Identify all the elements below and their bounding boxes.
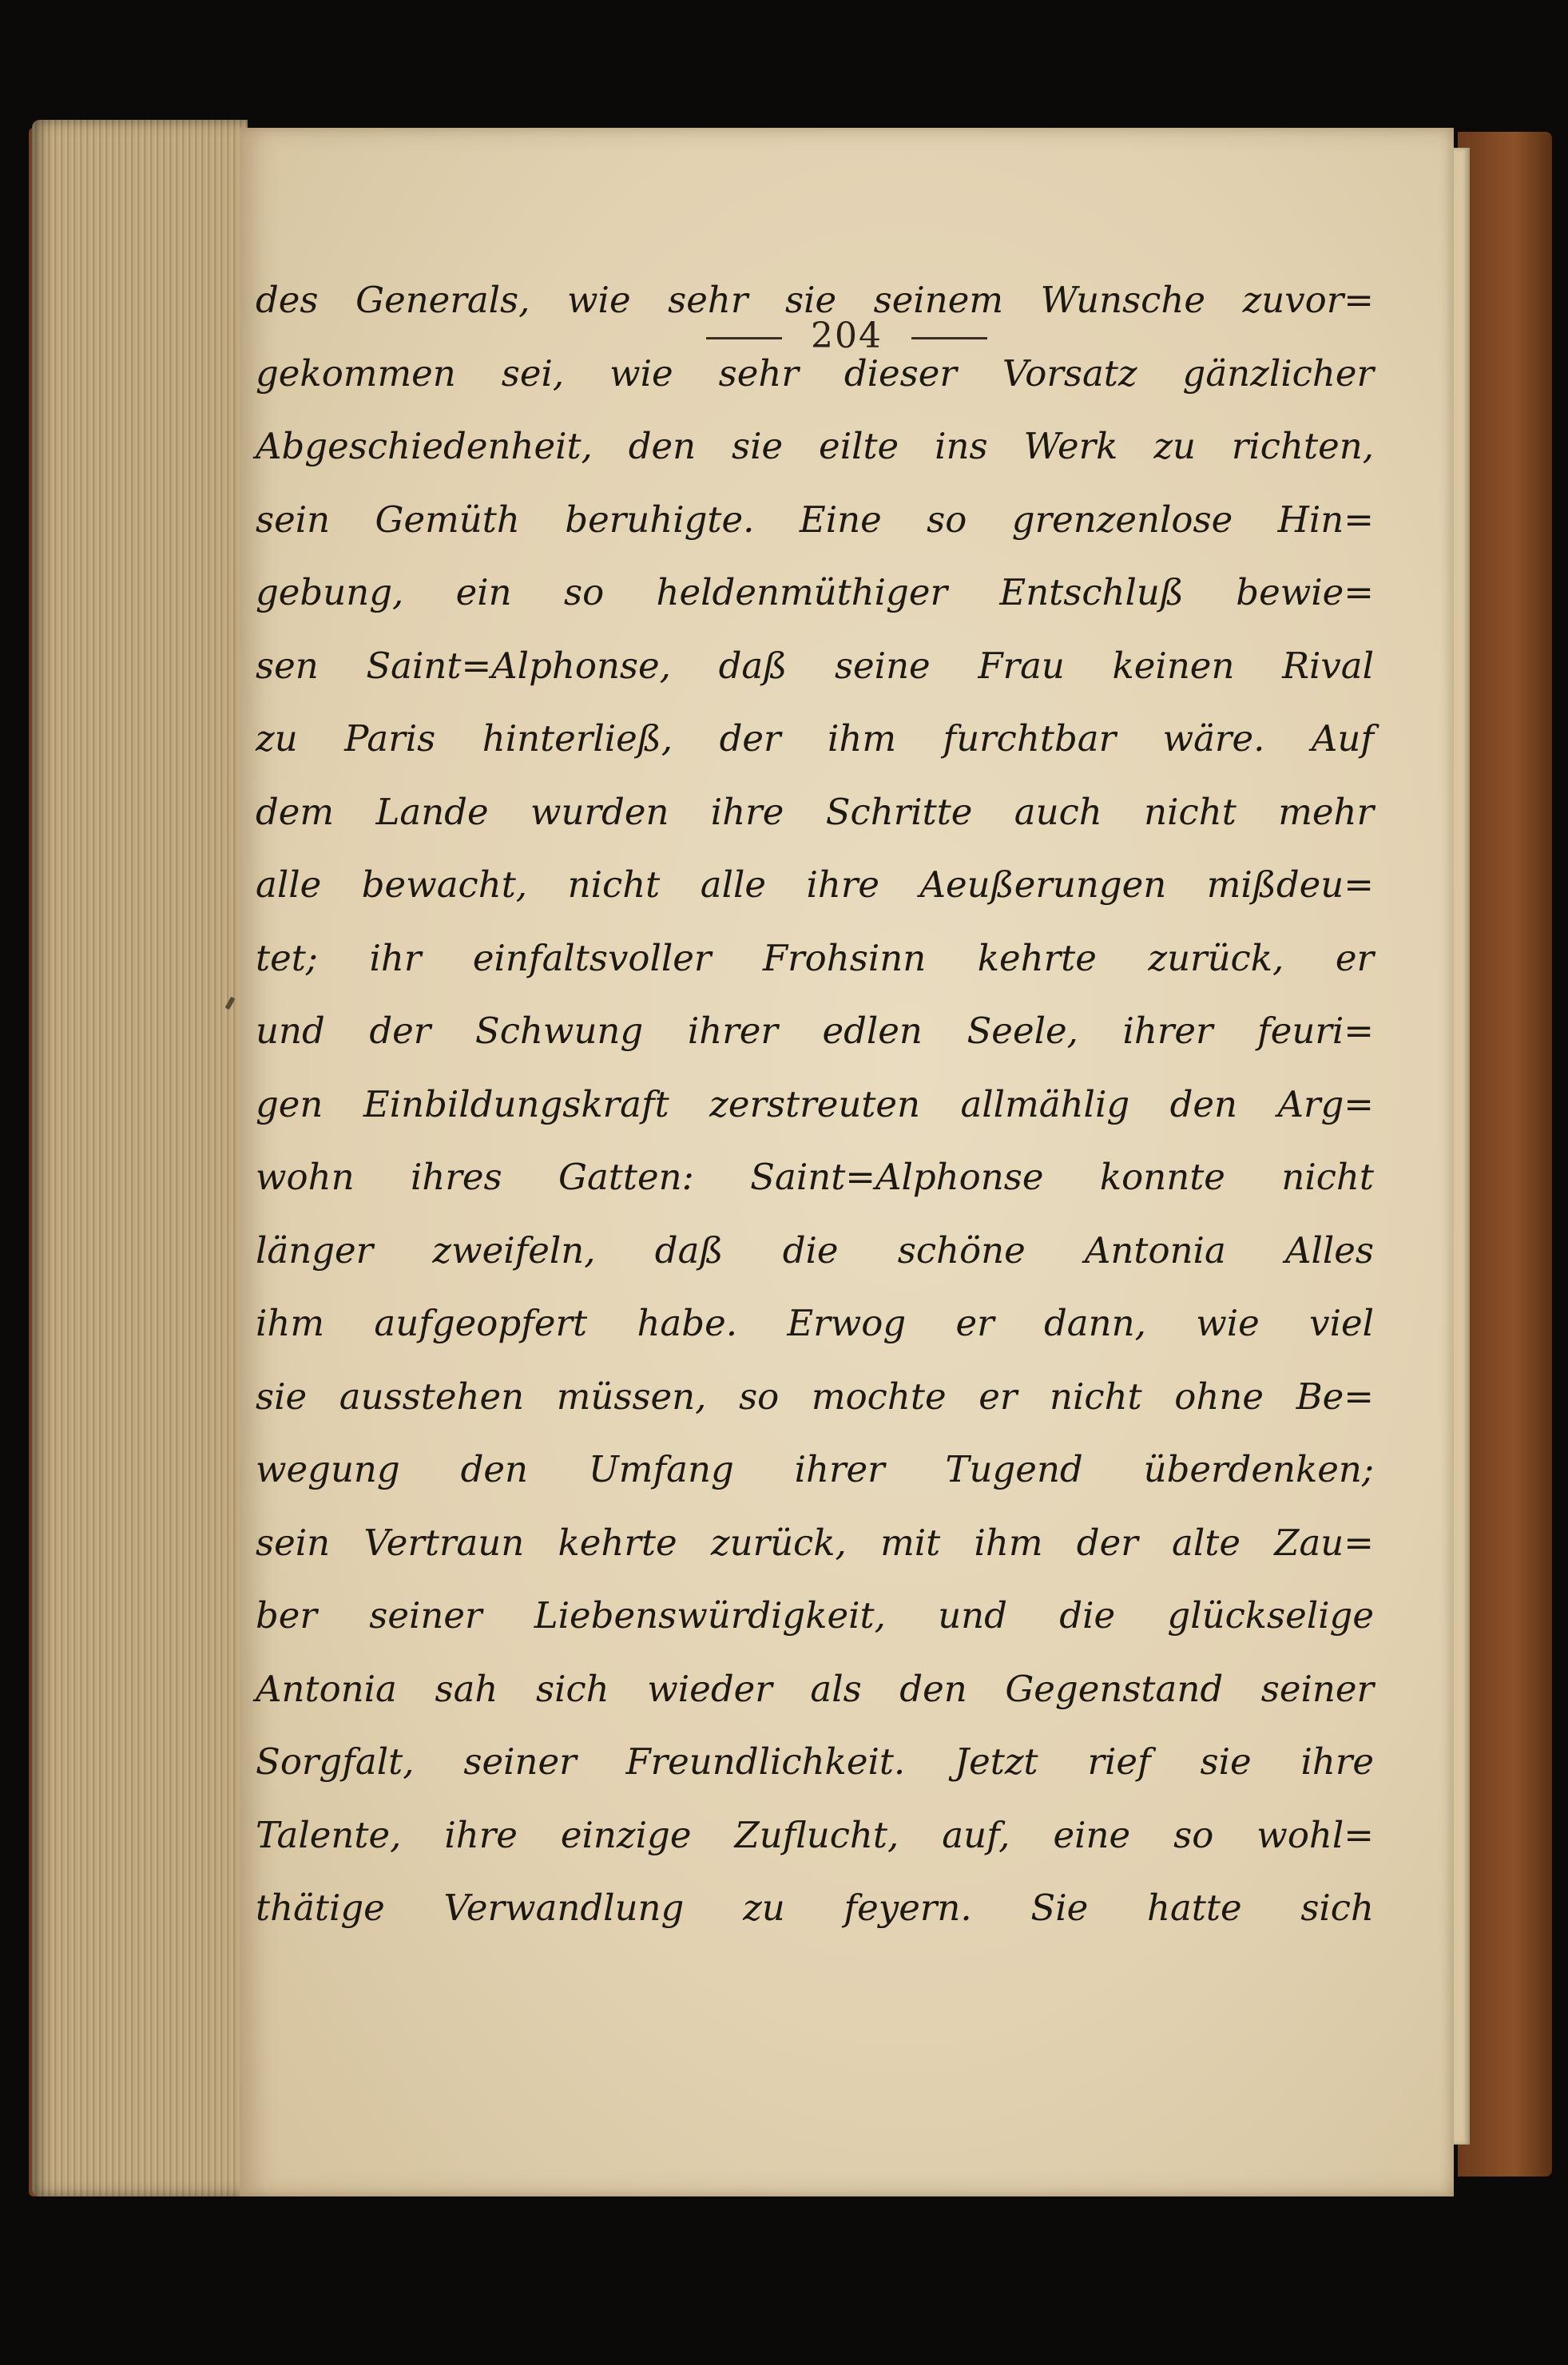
text-line: des Generals, wie sehr sie seinem Wunsche zuvor= <box>256 279 1374 321</box>
text-line: Antonia sah sich wieder als den Gegenstand seiner <box>256 1667 1374 1710</box>
text-line: gen Einbildungskraft zerstreuten allmählig den Arg= <box>256 1082 1374 1125</box>
text-line: dem Lande wurden ihre Schritte auch nicht mehr <box>256 790 1374 833</box>
text-line: thätige Verwandlung zu feyern. Sie hatte sich <box>256 1887 1374 1929</box>
text-line: wegung den Umfang ihrer Tugend überdenken; <box>256 1448 1374 1490</box>
text-line: Talente, ihre einzige Zuflucht, auf, eine so wohl= <box>256 1813 1374 1856</box>
page-text <box>256 264 1374 1945</box>
text-line: alle bewacht, nicht alle ihre Aeußerungen mißdeu= <box>256 863 1374 906</box>
right-cover <box>1458 132 1552 2177</box>
text-line: länger zweifeln, daß die schöne Antonia Alles <box>256 1228 1374 1272</box>
text-line: zu Paris hinterließ, der ihm furchtbar wäre. Auf <box>256 717 1374 760</box>
text-line: tet; ihr einfaltsvoller Frohsinn kehrte zurück, er <box>256 936 1374 979</box>
text-line: sie ausstehen müssen, so mochte er nicht ohne Be= <box>256 1375 1374 1418</box>
text-line: ihm aufgeopfert habe. Erwog er dann, wie viel <box>256 1302 1374 1344</box>
text-line: sein Vertraun kehrte zurück, mit ihm der alte Zau= <box>256 1521 1374 1564</box>
page-number: 204 <box>811 315 883 356</box>
text-line: sen Saint=Alphonse, daß seine Frau keinen Rival <box>256 644 1374 687</box>
text-line: ber seiner Liebenswürdigkeit, und die glückselige <box>256 1594 1374 1637</box>
text-line: gebung, ein so heldenmüthiger Entschluß bewie= <box>256 571 1374 613</box>
text-line: gekommen sei, wie sehr dieser Vorsatz gänzlicher <box>256 351 1374 395</box>
book-page-edges <box>32 120 248 2196</box>
text-line: wohn ihres Gatten: Saint=Alphonse konnte nicht <box>256 1156 1374 1198</box>
text-line: und der Schwung ihrer edlen Seele, ihrer feuri= <box>256 1010 1374 1052</box>
text-line: sein Gemüth beruhigte. Eine so grenzenlose Hin= <box>256 498 1374 541</box>
text-line: Abgeschiedenheit, den sie eilte ins Werk zu richten, <box>256 425 1374 467</box>
text-line: Sorgfalt, seiner Freundlichkeit. Jetzt rief sie ihre <box>256 1740 1374 1783</box>
